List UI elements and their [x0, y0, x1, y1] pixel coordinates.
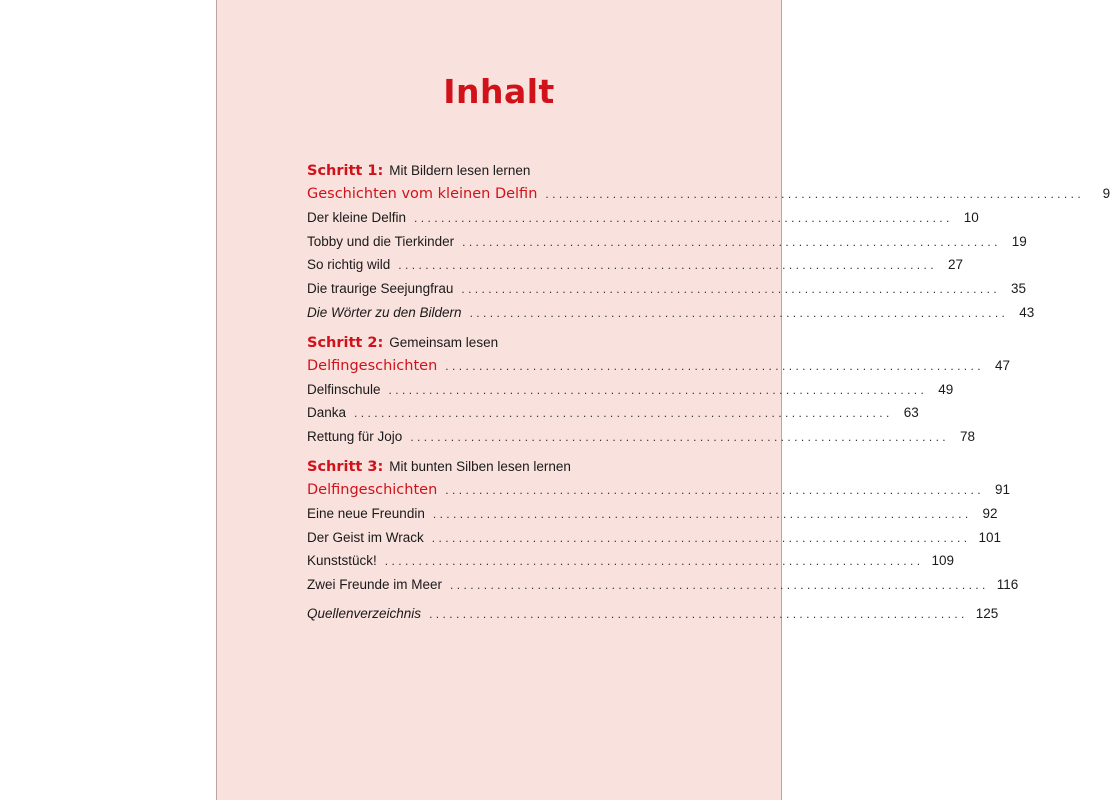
- table-of-contents: [307, 160, 1110, 626]
- section-heading: [307, 160, 673, 182]
- toc-entry[interactable]: [307, 502, 998, 526]
- entry-label: So richtig wild: [307, 257, 391, 273]
- entry-label: Delfingeschichten: [307, 481, 438, 498]
- toc-subtitle-entry[interactable]: [307, 478, 1010, 502]
- entry-label: Der kleine Delfin: [307, 209, 407, 225]
- dot-leader: ................................................................................: [545, 187, 1085, 201]
- dot-leader: ................................................................................: [429, 606, 968, 621]
- toc-entry[interactable]: [307, 401, 919, 425]
- page-number: 43: [1019, 304, 1035, 320]
- entry-label: Delfinschule: [307, 381, 381, 397]
- dot-leader: ................................................................................: [432, 506, 972, 521]
- page-number: 49: [938, 381, 954, 397]
- entry-label: Quellenverzeichnis: [307, 605, 422, 621]
- page-number: 116: [996, 577, 1019, 593]
- entry-label: Der Geist im Wrack: [307, 529, 424, 545]
- toc-entry[interactable]: [307, 425, 976, 449]
- section-description: Mit Bildern lesen lernen: [389, 163, 531, 178]
- toc-entry[interactable]: [307, 526, 1002, 550]
- dot-leader: ................................................................................: [445, 482, 984, 497]
- section-step-label: Schritt 1:: [307, 163, 384, 179]
- toc-entry[interactable]: [307, 277, 1027, 301]
- section-spacer: [307, 449, 673, 456]
- section-description: Gemeinsam lesen: [389, 334, 499, 350]
- dot-leader: ................................................................................: [398, 258, 937, 273]
- entry-label: Geschichten vom kleinen Delfin: [307, 186, 538, 202]
- page-number: 47: [994, 357, 1010, 373]
- entry-label: Zwei Freunde im Meer: [307, 577, 443, 593]
- page-number: 92: [982, 505, 998, 521]
- section-description: Mit bunten Silben lesen lernen: [389, 458, 571, 474]
- toc-entry[interactable]: [307, 573, 1019, 597]
- entry-label: Delfingeschichten: [307, 357, 438, 374]
- toc-entry[interactable]: [307, 549, 955, 573]
- book-page: [216, 0, 1110, 800]
- toc-entry[interactable]: [307, 230, 1027, 254]
- dot-leader: ................................................................................: [388, 382, 928, 397]
- toc-sources-entry[interactable]: [307, 602, 999, 626]
- toc-subtitle-entry[interactable]: [307, 354, 1010, 378]
- dot-leader: ................................................................................: [450, 578, 989, 593]
- page-number: 101: [978, 529, 1002, 545]
- entry-label: Rettung für Jojo: [307, 429, 403, 445]
- page-title: Inhalt: [443, 72, 555, 111]
- toc-subtitle-entry[interactable]: [307, 182, 1110, 206]
- section-heading: [307, 332, 673, 354]
- dot-leader: ................................................................................: [469, 305, 1009, 320]
- page-number: 27: [947, 257, 963, 273]
- page-number: 10: [963, 209, 979, 225]
- toc-entry[interactable]: [307, 206, 979, 230]
- page-number: 109: [931, 553, 955, 569]
- section-heading: [307, 456, 673, 478]
- toc-entry[interactable]: [307, 253, 963, 277]
- entry-label: Die traurige Seejungfrau: [307, 281, 454, 297]
- section-step-label: Schritt 2:: [307, 334, 384, 351]
- dot-leader: ................................................................................: [414, 210, 953, 225]
- page-number: 9: [1102, 186, 1110, 201]
- page-number: 125: [975, 605, 999, 621]
- page-number: 91: [994, 481, 1010, 497]
- entry-label: Tobby und die Tierkinder: [307, 233, 455, 249]
- dot-leader: ................................................................................: [431, 530, 971, 545]
- entry-label: Die Wörter zu den Bildern: [307, 304, 462, 320]
- section-spacer: [307, 325, 673, 332]
- toc-entry[interactable]: [307, 301, 1035, 325]
- page-number: 19: [1011, 233, 1027, 249]
- dot-leader: ................................................................................: [461, 282, 1001, 297]
- page-number: 78: [960, 429, 976, 445]
- page-number: 63: [903, 405, 919, 421]
- dot-leader: ................................................................................: [462, 234, 1001, 249]
- toc-entry[interactable]: [307, 378, 954, 402]
- section-step-label: Schritt 3:: [307, 458, 384, 475]
- dot-leader: ................................................................................: [384, 554, 924, 569]
- entry-label: Danka: [307, 405, 347, 421]
- dot-leader: ................................................................................: [354, 406, 893, 421]
- page-number: 35: [1011, 281, 1027, 297]
- entry-label: Kunststück!: [307, 553, 377, 569]
- dot-leader: ................................................................................: [445, 358, 984, 373]
- entry-label: Eine neue Freundin: [307, 505, 425, 521]
- dot-leader: ................................................................................: [410, 430, 950, 445]
